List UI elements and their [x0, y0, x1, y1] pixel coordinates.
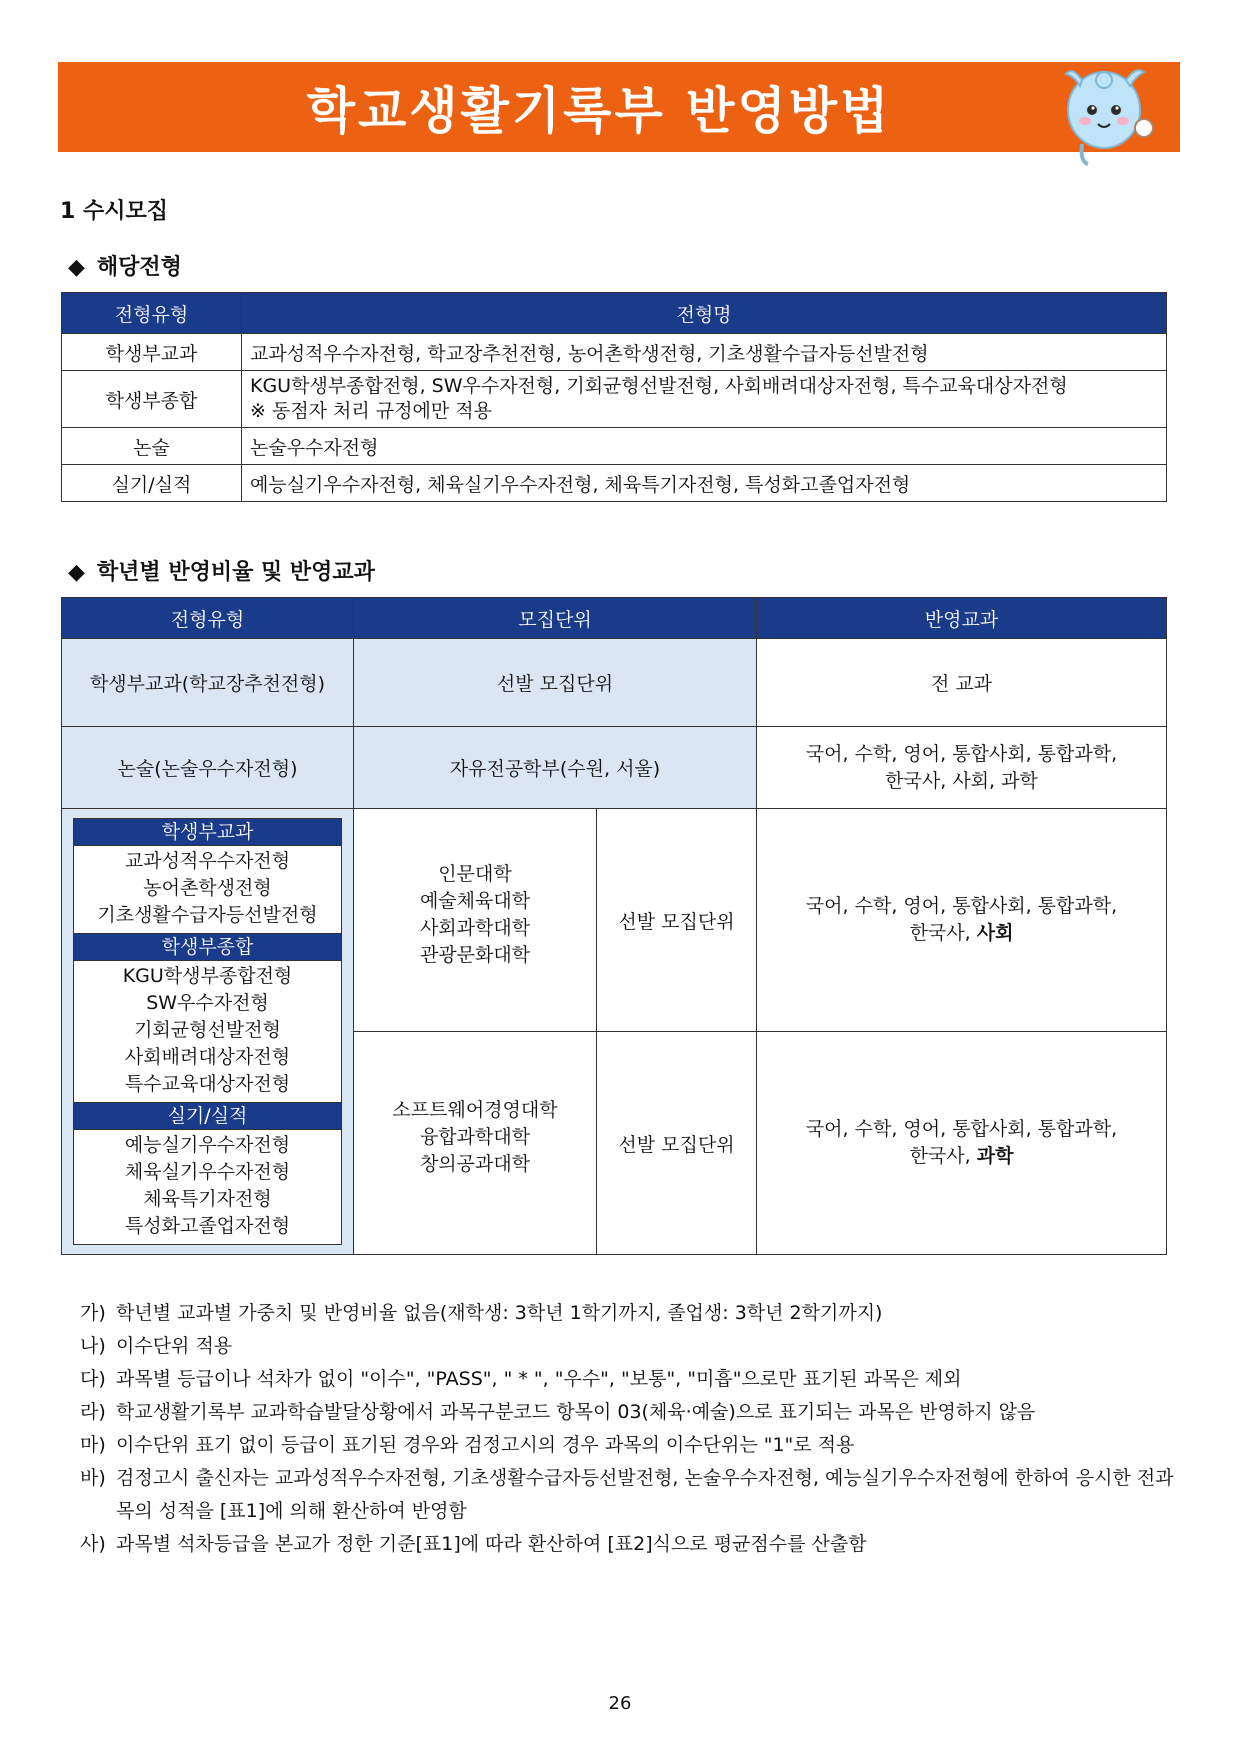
page-title: 학교생활기록부 반영방법: [306, 82, 892, 140]
names-note: ※ 동점자 처리 규정에만 적용: [250, 400, 492, 422]
subjects-line: 한국사, 사회, 과학: [885, 769, 1038, 792]
college-name: 관광문화대학: [419, 944, 531, 966]
section-heading: 1 수시모집: [60, 199, 168, 224]
colleges-cell: [354, 809, 597, 1032]
names-cell: 예능실기우수자전형, 체육실기우수자전형, 체육특기자전형, 특성화고졸업자전형: [242, 465, 1167, 502]
names-cell: 교과성적우수자전형, 학교장추천전형, 농어촌학생전형, 기초생활수급자등선발전형: [242, 334, 1167, 371]
names-cell: 논술우수자전형: [242, 428, 1167, 465]
subheading-grade-ratio: [68, 555, 375, 586]
subheading-applicable-admissions: [68, 250, 182, 281]
college-name: 융합과학대학: [419, 1126, 531, 1148]
subjects-line: 국어, 수학, 영어, 통합사회, 통합과학,: [805, 895, 1118, 917]
group-head: 학생부교과: [74, 819, 341, 845]
group-items: [74, 845, 341, 933]
college-name: 인문대학: [438, 863, 512, 885]
group-item: 사회배려대상자전형: [124, 1046, 291, 1068]
subjects-cell: 전 교과: [757, 639, 1167, 727]
group-head: 실기/실적: [74, 1102, 341, 1129]
subjects-cell: [757, 727, 1167, 809]
header-cell: 전형유형: [62, 598, 354, 639]
group-item: KGU학생부종합전형: [122, 965, 293, 987]
type-cell: 논술(논술우수자전형): [62, 727, 354, 809]
college-name: 사회과학대학: [419, 917, 531, 939]
group-item: 기초생활수급자등선발전형: [97, 904, 318, 926]
subjects-cell: [757, 809, 1167, 1032]
mascot-icon: [1052, 58, 1162, 168]
note-mark: 가): [80, 1302, 106, 1324]
note-text: 과목별 등급이나 석차가 없이 "이수", "PASS", " * ", "우수", "보통", "미흡"으로만 표기된 과목은 제외: [116, 1368, 962, 1390]
note-text: 검정고시 출신자는 교과성적우수자전형, 기초생활수급자등선발전형, 논술우수자전형, 예능실기우수자전형에 한하여 응시한 전과목의 성적을 [표1]에 의해 환산하여 반영함: [116, 1467, 1174, 1522]
colleges-cell: [354, 1032, 597, 1255]
group-item: 체육실기우수자전형: [124, 1161, 291, 1183]
diamond-bullet-icon: ◆: [68, 255, 85, 280]
college-name: 소프트웨어경영대학: [392, 1099, 558, 1121]
subjects-emphasis: 과학: [976, 1145, 1014, 1167]
note-item: [80, 1429, 1180, 1462]
group-item: 농어촌학생전형: [143, 877, 272, 899]
unit-cell: 선발 모집단위: [597, 1032, 757, 1255]
group-item: 교과성적우수자전형: [124, 850, 291, 872]
type-cell: 실기/실적: [62, 465, 242, 502]
subjects-line: 국어, 수학, 영어, 통합사회, 통합과학,: [805, 742, 1118, 765]
type-cell: 논술: [62, 428, 242, 465]
subheading-label: 해당전형: [96, 255, 182, 280]
names-text: KGU학생부종합전형, SW우수자전형, 기회균형선발전형, 사회배려대상자전형, 특수교육대상자전형: [250, 375, 1068, 397]
note-mark: 나): [80, 1335, 106, 1357]
subjects-cell: [757, 1032, 1167, 1255]
diamond-bullet-icon: ◆: [68, 560, 85, 585]
group-list-cell: [62, 809, 354, 1255]
subheading-label: 학년별 반영비율 및 반영교과: [96, 560, 375, 585]
subjects-line: [758, 1143, 1165, 1170]
unit-cell: 자유전공학부(수원, 서울): [354, 727, 757, 809]
group-item: 예능실기우수자전형: [124, 1134, 291, 1156]
note-item: [80, 1528, 1180, 1561]
header-cell: 반영교과: [757, 598, 1167, 639]
table-row: [62, 727, 1167, 809]
note-mark: 사): [80, 1533, 106, 1555]
page-number: 26: [608, 1693, 632, 1714]
note-mark: 라): [80, 1401, 106, 1423]
group-head: 학생부종합: [74, 933, 341, 960]
table-header-row: [62, 293, 1167, 334]
note-mark: 바): [80, 1467, 106, 1489]
note-text: 과목별 석차등급을 본교가 정한 기준[표1]에 따라 환산하여 [표2]식으로 평균점수를 산출함: [116, 1533, 867, 1555]
names-cell: [242, 371, 1167, 428]
subjects-prefix: 한국사,: [909, 1145, 977, 1167]
group-item: 특성화고졸업자전형: [124, 1215, 291, 1237]
note-text: 학년별 교과별 가중치 및 반영비율 없음(재학생: 3학년 1학기까지, 졸업생: 3학년 2학기까지): [116, 1302, 883, 1324]
table-row: [62, 809, 1167, 1032]
note-mark: 마): [80, 1434, 106, 1456]
college-name: 창의공과대학: [419, 1153, 531, 1175]
type-cell: 학생부종합: [62, 371, 242, 428]
group-item: 체육특기자전형: [143, 1188, 272, 1210]
header-cell: 전형명: [242, 293, 1167, 334]
table-row: [62, 428, 1167, 465]
note-item: [80, 1363, 1180, 1396]
group-items: [74, 1129, 341, 1244]
admission-groups-box: [73, 818, 342, 1245]
header-cell: 전형유형: [62, 293, 242, 334]
table-row: [62, 465, 1167, 502]
note-item: [80, 1396, 1180, 1429]
group-items: [74, 960, 341, 1102]
title-banner: [58, 62, 1180, 152]
type-cell: 학생부교과(학교장추천전형): [62, 639, 354, 727]
unit-cell: 선발 모집단위: [354, 639, 757, 727]
note-item: [80, 1462, 1180, 1528]
note-item: [80, 1330, 1180, 1363]
table-row: [62, 639, 1167, 727]
notes-list: [80, 1297, 1180, 1561]
table-row: [62, 334, 1167, 371]
subjects-prefix: 한국사,: [909, 922, 977, 944]
subjects-emphasis: 사회: [976, 922, 1014, 944]
group-item: 기회균형선발전형: [134, 1019, 281, 1041]
grade-ratio-table: [61, 597, 1167, 1255]
note-text: 이수단위 표기 없이 등급이 표기된 경우와 검정고시의 경우 과목의 이수단위는 "1"로 적용: [116, 1434, 855, 1456]
note-text: 학교생활기록부 교과학습발달상황에서 과목구분코드 항목이 03(체육·예술)으로 표기되는 과목은 반영하지 않음: [116, 1401, 1036, 1423]
header-cell: 모집단위: [354, 598, 757, 639]
applicable-admissions-table: [61, 292, 1167, 502]
note-text: 이수단위 적용: [116, 1335, 233, 1357]
unit-cell: 선발 모집단위: [597, 809, 757, 1032]
subjects-line: 국어, 수학, 영어, 통합사회, 통합과학,: [805, 1118, 1118, 1140]
subjects-line: [758, 920, 1165, 947]
note-item: [80, 1297, 1180, 1330]
table-row: [62, 371, 1167, 428]
college-name: 예술체육대학: [419, 890, 531, 912]
group-item: SW우수자전형: [146, 992, 269, 1014]
group-item: 특수교육대상자전형: [124, 1073, 291, 1095]
note-mark: 다): [80, 1368, 106, 1390]
table-header-row: [62, 598, 1167, 639]
type-cell: 학생부교과: [62, 334, 242, 371]
